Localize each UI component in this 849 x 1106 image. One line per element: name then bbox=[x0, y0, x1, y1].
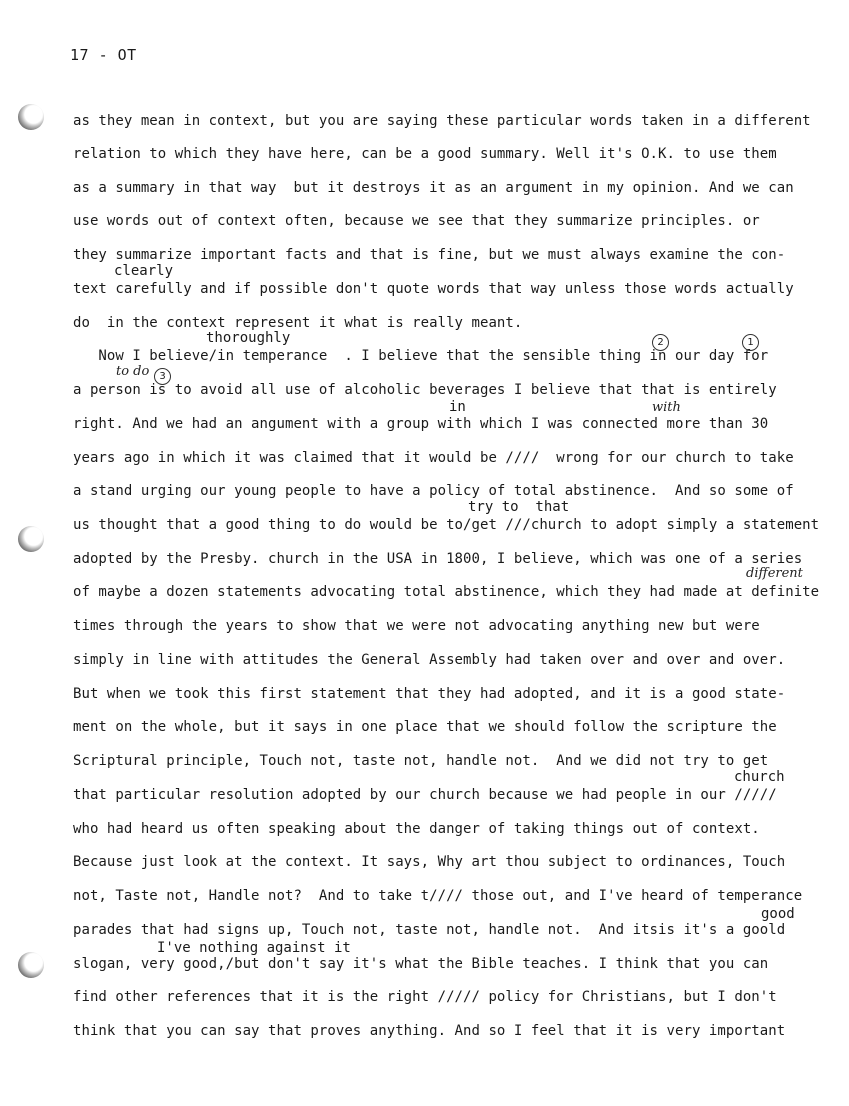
text-line: simply in line with attitudes the General Assembly had taken over and over and over. bbox=[73, 652, 786, 668]
punch-hole-bottom bbox=[18, 952, 44, 978]
insertion-good: good bbox=[761, 906, 795, 922]
text-line: us thought that a good thing to do would be to/get ///church to adopt simply a statement bbox=[73, 517, 820, 533]
text-line: use words out of context often, because we see that they summarize principles. or bbox=[73, 213, 760, 229]
insertion-in: in bbox=[449, 399, 466, 415]
text-line: Because just look at the context. It says, Why art thou subject to ordinances, Touch bbox=[73, 854, 786, 870]
text-line: slogan, very good,/but don't say it's what the Bible teaches. I think that you can bbox=[73, 956, 769, 972]
text-line: parades that had signs up, Touch not, taste not, handle not. And itsis it's a goold bbox=[73, 922, 786, 938]
text-line: not, Taste not, Handle not? And to take t//// those out, and I've heard of temperance bbox=[73, 888, 803, 904]
insertion-thoroughly: thoroughly bbox=[206, 330, 291, 346]
circled-number-1: 1 bbox=[742, 334, 759, 351]
insertion-try-to-that: try to that bbox=[468, 499, 570, 515]
insertion-church: church bbox=[734, 769, 785, 785]
text-line: adopted by the Presby. church in the USA in 1800, I believe, which was one of a series bbox=[73, 551, 803, 567]
text-line: do in the context represent it what is really meant. bbox=[73, 315, 523, 331]
text-line: relation to which they have here, can be a good summary. Well it's O.K. to use them bbox=[73, 146, 777, 162]
text-line: ment on the whole, but it says in one place that we should follow the scripture the bbox=[73, 719, 777, 735]
insertion-nothing-against: I've nothing against it bbox=[157, 940, 351, 956]
handwritten-with: with bbox=[652, 400, 681, 415]
text-line: as a summary in that way but it destroys it as an argument in my opinion. And we can bbox=[73, 180, 794, 196]
text-line: that particular resolution adopted by our church because we had people in our ///// bbox=[73, 787, 786, 803]
punch-hole-top bbox=[18, 104, 44, 130]
text-line: Now I believe/in temperance . I believe that the sensible thing in our day for bbox=[73, 348, 769, 364]
punch-hole-middle bbox=[18, 526, 44, 552]
text-line: right. And we had an angument with a group with which I was connected more than 30 bbox=[73, 416, 769, 432]
text-line: years ago in which it was claimed that it would be //// wrong for our church to take bbox=[73, 450, 794, 466]
page-number: 17 - OT bbox=[70, 46, 137, 64]
text-line: Scriptural principle, Touch not, taste not, handle not. And we did not try to get bbox=[73, 753, 769, 769]
handwritten-different: different bbox=[746, 566, 803, 581]
text-line: But when we took this first statement that they had adopted, and it is a good state- bbox=[73, 686, 786, 702]
handwritten-to-do: to do bbox=[116, 364, 150, 379]
text-line: they summarize important facts and that is fine, but we must always examine the con- bbox=[73, 247, 786, 263]
text-line: a person is to avoid all use of alcoholic beverages I believe that that is entirely bbox=[73, 382, 777, 398]
insertion-clearly: clearly bbox=[114, 263, 174, 279]
text-line: a stand urging our young people to have a policy of total abstinence. And so some of bbox=[73, 483, 794, 499]
text-line: text carefully and if possible don't quote words that way unless those words actually bbox=[73, 281, 794, 297]
text-line: times through the years to show that we were not advocating anything new but were bbox=[73, 618, 760, 634]
text-line: of maybe a dozen statements advocating total abstinence, which they had made at definite bbox=[73, 584, 820, 600]
text-line: think that you can say that proves anything. And so I feel that it is very important bbox=[73, 1023, 786, 1039]
text-line: find other references that it is the right ///// policy for Christians, but I don't bbox=[73, 989, 777, 1005]
circled-number-3: 3 bbox=[154, 368, 171, 385]
text-line: as they mean in context, but you are saying these particular words taken in a different bbox=[73, 113, 811, 129]
text-line: who had heard us often speaking about the danger of taking things out of context. bbox=[73, 821, 760, 837]
circled-number-2: 2 bbox=[652, 334, 669, 351]
